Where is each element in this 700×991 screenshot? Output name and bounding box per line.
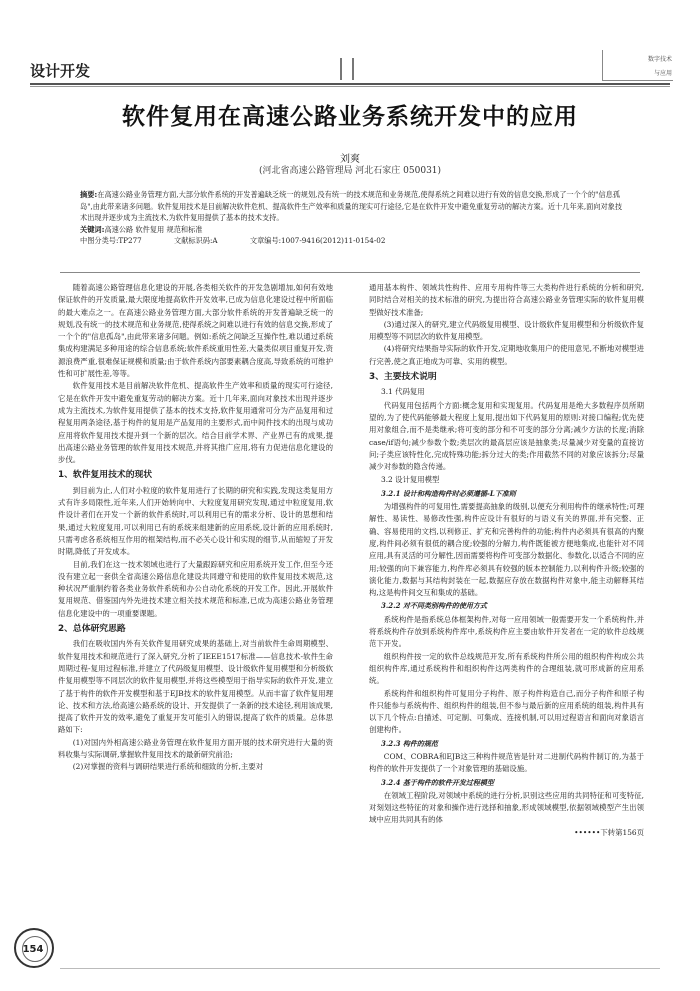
paragraph: 到目前为止,人们对小粒度的软件复用进行了长期的研究和实践,发现这类复用方式有许多局限性,近年来,人们开始转向中、大粒度复用研究发现,通过中粒度复用,软件设计者们在开发一个新的软件系统时,可以利用已有的需求分析、设计的思想和结果,通过大粒度复用,可以利用已有的系统来组建新的应用系统,设计新的应用系统时,只需考虑各系统相互作用的框架结构,而不必关心设计和实现的细节,从而缩短了开发时期,降低了开发成本。: [58, 485, 333, 557]
section-heading: 1、软件复用技术的现状: [58, 470, 153, 481]
footer-rule: [60, 968, 660, 969]
subsubsection-heading: 3.2.4 基于构件的软件开发过程模型: [381, 777, 494, 787]
abstract-text: 在高速公路业务管理方面,大部分软件系统的开发普遍缺乏统一的规划,没有统一的技术规范和业务规范,使得系统之间难以进行有效的信息交换,形成了一个个的"信息孤岛",由此带来诸多问题。软件复用技术是目前解决软件危机、提高软件生产效率和质量的现实可行途径,它是在软件开发中避免重复劳动的解决方案。近十几年来,面向对象技术出现并逐步成为主流技术,为软件复用提供了基本的技术支持。: [80, 190, 623, 222]
section-heading: 2、总体研究思路: [58, 624, 126, 635]
section-heading: 3、主要技术说明: [369, 372, 437, 383]
subsection-heading: 3.2 设计复用模型: [381, 475, 440, 485]
paragraph: 软件复用技术是目前解决软件危机、提高软件生产效率和质量的现实可行途径,它是在软件开发中避免重复劳动的解决方案。近十几年来,面向对象技术出现并逐步成为主流技术,为软件复用提供了基本的技术支持,软件复用通常可分为产品复用和过程复用两条途径,基于构件的复用是产品复用的主要形式,而中间件技术的出现与成功应用将软件复用技术提升到一个新的层次。结合目前学术界、产业界已有的成果,提出高速公路业务管理的软件复用技术规范,并将其推广应用,将有力促进信息化建设的步伐。: [58, 381, 333, 465]
right-column: [369, 282, 644, 839]
list-item: (4)将研究结果指导实际的软件开发,定期地收集用户的使用意见,不断地对模型进行完善,使之真正地成为可靠、实用的模型。: [369, 344, 644, 366]
header-divider-bar: [352, 58, 354, 80]
document-code: 文献标识码:A: [174, 236, 218, 245]
abstract-divider: [60, 272, 640, 273]
classification-meta: [80, 235, 625, 247]
clc-number: 中图分类号:TP277: [80, 236, 142, 245]
paragraph: 系统构件是指系统总体框架构件,对每一应用领域一般需要开发一个系统构件,并将系统构件存放到系统构件库中,系统构件应主要由软件开发者在一定的软件总线规范下开发。: [369, 614, 644, 649]
subsubsection-heading: 3.2.3 构件的规范: [381, 738, 438, 748]
paragraph: COM、COBRA和EJB这三种构件规范皆是针对二进制代码构件制订的,为基于构件的软件开发提供了一个对象管理的基础设施。: [369, 751, 644, 774]
paragraph: 我们在吸收国内外有关软件复用研究成果的基础上,对当前软件生命周期模型、软件复用技术和规范进行了深入研究,分析了IEEE1517标准——信息技术-软件生命周期过程-复用过程标准,并建立了代码级复用模型、设计级软件复用模型和分析级软件复用模型等不同层次的软件复用模型,并将这些模型用于指导实际的软件开发,建立了基于构件的软件开发模型和基于EJB技术的软件复用模型。从而丰富了软件复用理论、技术和方法,给高速公路系统的设计、开发提供了一条新的技术途径,利用该成果,提高了软件开发的效率,避免了重复开发可能引入的错误,提高了软件的质量。总体思路如下:: [58, 639, 333, 735]
paragraph: 目前,我们在这一技术领域也进行了大量跟踪研究和应用系统开发工作,但至今还没有建立起一套供全省高速公路信息化建设共同遵守和使用的软件复用技术规范,这种状况严重制约着各类业务软件系统和办公自动化系统的开发工作。因此,开展软件复用规范、借鉴国内外先进技术建立相关技术规范和标准,已成为高速公路业务管理信息化建设中的一项重要课题。: [58, 559, 333, 618]
keywords-text: 高速公路 软件复用 规范和标准: [104, 224, 203, 234]
section-label: 设计开发: [30, 62, 91, 80]
header-divider-bar: [340, 58, 342, 80]
paragraph: 随着高速公路管理信息化建设的开展,各类相关软件的开发急剧增加,如何有效地保证软件的开发质量,最大限度地提高软件开发效率,已成为信息化建设过程中所面临的最大难点之一。在高速公路业务管理方面,大部分软件系统的开发普遍缺乏统一的规划,没有统一的技术规范和业务规范,使得系统之间难以进行有效的信息交换,形成了一个个的"信息孤岛",由此带来诸多问题。例如:系统之间缺乏互操作性,难以通过系统集成构建满足多种用途的综合信息系统;软件系统重用性差,大量类似项目重复开发,资源浪费严重,很难保证规模和质量;由于软件系统内部要素耦合度高,导致系统的可维护性和可扩展性差,等等。: [58, 283, 333, 379]
keywords-label: 关键词:: [80, 224, 105, 234]
paragraph: 在领域工程阶段,对领域中系统的进行分析,识别这些应用的共同特征和可变特征,对刻划这些特征的对象和操作进行选择和抽象,形成领域模型,依据领域模型产生出领域中应用共同具有的体: [369, 790, 644, 825]
subsection-heading: 3.1 代码复用: [381, 387, 425, 397]
paragraph: 代码复用包括两个方面:概念复用和实现复用。代码复用是绝大多数程序员所期望的,为了使代码能够最大程度上复用,提出如下代码复用的原则:对接口编程;优先使用对象组合,而不是类继承;将可变的部分和不可变的部分分离;减少方法的长度;消除case/if语句;减少参数个数;类层次的最高层应该是抽象类;尽量减少对变量的直接访问;子类应该特性化,完成特殊功能;拆分过大的类;作用截然不同的对象应该拆分;尽量减少对参数的隐含传递。: [369, 400, 644, 472]
abstract-block: [80, 189, 625, 247]
affiliation: (河北省高速公路管理局 河北石家庄 050031): [258, 166, 442, 176]
abstract: [80, 189, 625, 224]
abstract-label: 摘要:: [80, 190, 98, 199]
brand-line-1: 数字技术: [647, 56, 672, 63]
journal-brand: [596, 48, 680, 84]
paragraph: 组织构件按一定的软件总线规范开发,所有系统构件所公用的组织构件构成公共组织构件库,通过系统构件和组织构件这两类构件的合理组装,就可形成新的应用系统。: [369, 651, 644, 686]
header-rule: [30, 83, 670, 85]
subsubsection-heading: 3.2.2 对不同类别构件的使用方式: [381, 601, 487, 611]
author: 刘爽: [340, 154, 360, 165]
page-number: 154: [22, 944, 44, 955]
list-item: (2)对掌握的资料与调研结果进行系统和细致的分析,主要对: [72, 762, 263, 772]
paragraph: 系统构件和组织构件可复用分子构件、原子构件构造自己,而分子构件和原子构件只能参与系统构件、组织构件的组装,但不参与最后新的应用系统的组装,构件具有以下几个特点:自描述、可定制、可集成、连接机制,可以用过程语言和面向对象语言创建构件。: [369, 688, 644, 735]
header-rule-thin: [30, 86, 670, 87]
article-number: 文章编号:1007-9416(2012)11-0154-02: [249, 236, 386, 245]
paragraph: 通用基本构件、领域共性构件、应用专用构件等三大类构件进行系统的分析和研究,同时结合对相关的技术标准的研究,为提出符合高速公路业务管理实际的软件复用模型做好技术准备;: [369, 283, 644, 317]
keywords: [80, 224, 625, 236]
left-column: [58, 282, 333, 774]
subsubsection-heading: 3.2.1 设计和构造构件时必须遵循-L下准则: [381, 488, 516, 498]
article-title: 软件复用在高速公路业务系统开发中的应用: [122, 104, 578, 130]
list-item: (3)通过深入的研究,建立代码级复用模型、设计级软件复用模型和分析级软件复用模型等不同层次的软件复用模型。: [369, 319, 644, 342]
brand-line-2: 与应用: [653, 70, 672, 77]
continued-note: ••••••下转第156页: [574, 827, 644, 837]
list-item: (1)对国内外相高速公路业务管理在软件复用方面开展的技术研究进行大量的资料收集与实际调研,掌握软件复用技术的最新研究前沿;: [58, 737, 333, 759]
paragraph: 为增强构件的可复用性,需要提高抽象的级别,以便充分利用构件的继承特性;可理解性、易读性、易修改性强,构件应设计有很好的与语义有关的界面,并有完整、正确、容易使用的文档,以利修正、扩充和完善构件的功能;构件内必须具有很高的内聚度,构件间必须有很低的耦合度;较强的分解力,构件既能被方便地集成,也能针对不同应用,具有灵活的可分解性,因而需要将构件可变部分数据化、参数化,以适合不同的应用;较强的向下兼容能力,构件库必须具有较强的版本控制能力,以利构件升级;较强的演化能力,数据与其结构封装在一起,数据应存放在数据构件对象中,能主动解释其结构,这是构件间交互和集成的基础。: [369, 502, 644, 598]
